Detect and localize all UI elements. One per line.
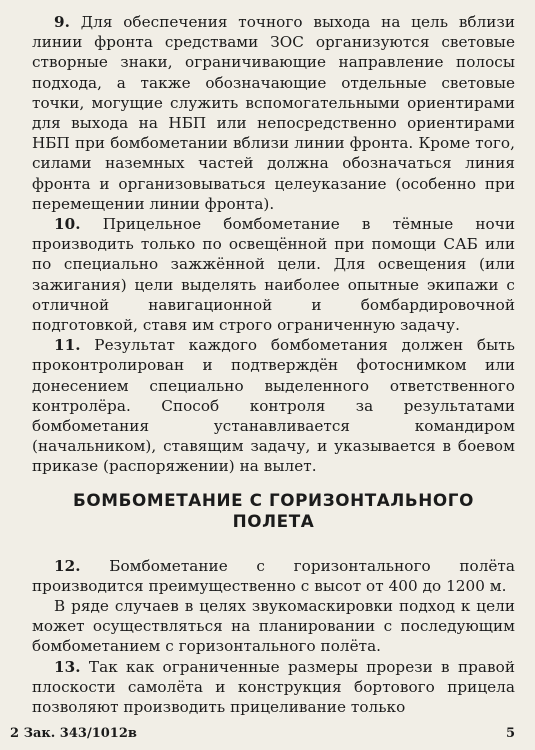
paragraph-text: Бомбометание с горизонтального полёта производится преимущественно с высот от 400 до 1200 м. <box>32 556 515 595</box>
paragraph-9 <box>32 12 515 214</box>
paragraph-13 <box>32 657 515 718</box>
paragraph-number: 12. <box>54 556 81 575</box>
paragraph-number: 10. <box>54 215 81 234</box>
top-text-block <box>32 12 515 477</box>
paragraph-12 <box>32 556 515 596</box>
paragraph-12-continued <box>32 596 515 657</box>
print-order-signature: 2 Зак. 343/1012в <box>10 726 137 741</box>
paragraph-number: 9. <box>54 13 70 31</box>
paragraph-number: 13. <box>54 657 81 676</box>
section-heading-line-2: ПОЛЕТА <box>232 510 315 531</box>
section-heading-line-1: БОМБОМЕТАНИЕ С ГОРИЗОНТАЛЬНОГО <box>73 489 474 510</box>
paragraph-text: Для обеспечения точного выхода на цель вблизи линии фронта средствами ЗОС организуются световые створные знаки, ограничивающие направление полосы подхода, а также обозначающие отдельные световые точки, могущие служить вспомогательными ориентирами для выхода на НБП или непосредственно ориентирами НБП при бомбометании вблизи линии фронта. Кроме того, силами наземных частей должна обозначаться линия фронта и организовываться целеуказание (особенно при перемещении линии фронта). <box>32 13 515 213</box>
paragraph-text: Прицельное бомбометание в тёмные ночи производить только по освещённой при помощи САБ или по специально зажжённой цели. Для освещения (или зажигания) цели выделять наиболее опытные экипажи с отличной навигационной и бомбардировочной подготовкой, ставя им строго ограниченную задачу. <box>32 215 515 335</box>
paragraph-11 <box>32 335 515 476</box>
paragraph-text: Результат каждого бомбометания должен быть проконтролирован и подтверждён фотоснимком или донесением специально выделенного ответственного контролёра. Способ контроля за результатами бомбометания устанавливается командиром (начальником), ставящим задачу, и указывается в боевом приказе (распоряжении) на вылет. <box>32 336 515 476</box>
section-heading <box>32 490 515 532</box>
paragraph-text: В ряде случаев в целях звукомаскировки подход к цели может осуществляться на планировании с последующим бомбометанием с горизонтального полёта. <box>32 597 515 656</box>
page-number: 5 <box>505 726 515 741</box>
paragraph-10 <box>32 214 515 335</box>
bottom-text-block <box>32 556 515 718</box>
page-footer <box>10 726 515 741</box>
heading-spacer <box>32 532 515 556</box>
paragraph-number: 11. <box>54 336 81 355</box>
paragraph-text: Так как ограниченные размеры прорези в правой плоскости самолёта и конструкция бортового прицела позволяют производить прицеливание только <box>32 657 515 717</box>
